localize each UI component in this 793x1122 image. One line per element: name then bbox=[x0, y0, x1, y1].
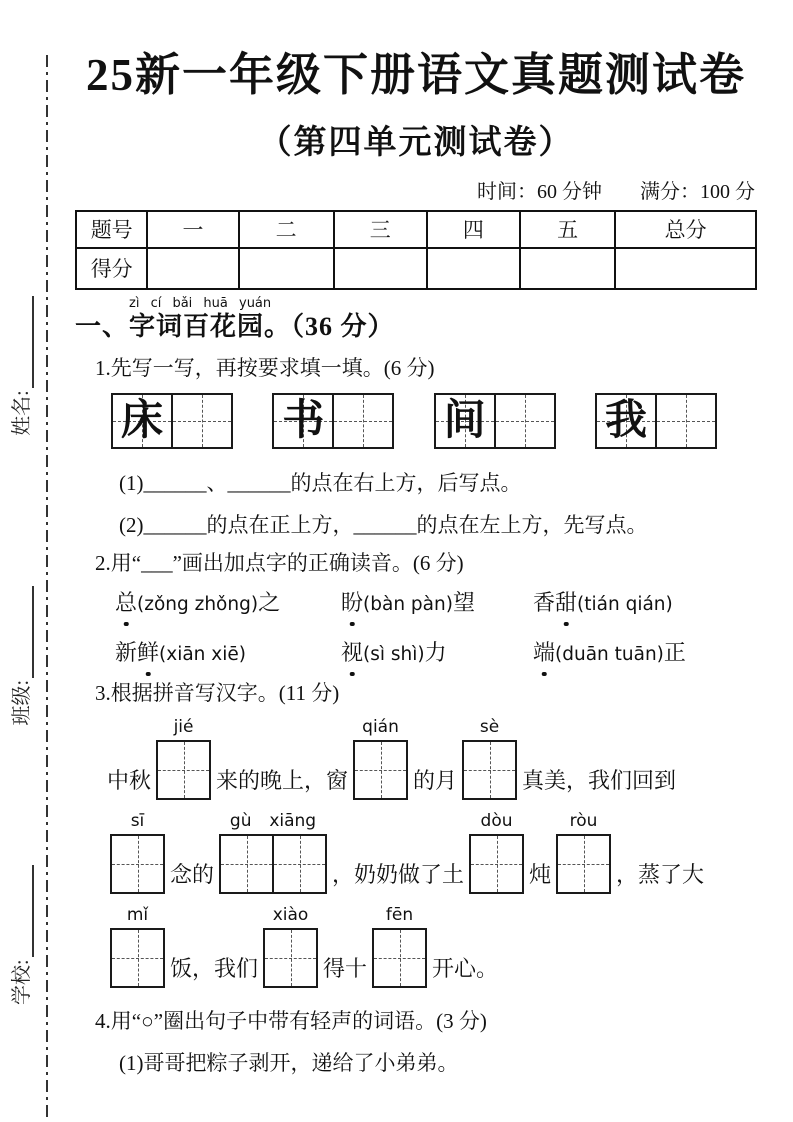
grid-char-cell bbox=[436, 395, 494, 447]
pinyin-hint: fēn bbox=[385, 904, 414, 925]
table-header-cell: 五 bbox=[520, 211, 615, 248]
dotted-char: 端 bbox=[533, 636, 555, 667]
answer-box[interactable] bbox=[110, 834, 165, 894]
pinyin-hint: sī bbox=[130, 810, 145, 831]
answer-slot bbox=[353, 716, 408, 800]
dotted-char: 鲜 bbox=[137, 636, 159, 667]
char: 之 bbox=[258, 590, 281, 616]
seal-line bbox=[46, 55, 48, 1122]
sentence-text: 来的晚上，窗 bbox=[216, 767, 349, 793]
q1-fill-1: (1)______、______的点在右上方，后写点。 bbox=[119, 471, 522, 496]
table-header-cell: 二 bbox=[239, 211, 334, 248]
answer-slot bbox=[110, 904, 165, 988]
pinyin-hint-pair bbox=[221, 810, 325, 834]
sentence-text: 炖 bbox=[529, 861, 552, 887]
answer-slot bbox=[263, 904, 318, 988]
char: 力 bbox=[424, 640, 447, 666]
table-header-cell: 三 bbox=[334, 211, 427, 248]
pinyin-hint: jié bbox=[173, 716, 194, 737]
name-field-student bbox=[5, 296, 34, 436]
model-char: 间 bbox=[443, 398, 486, 445]
pinyin-options: (tián qián) bbox=[577, 594, 673, 616]
q2-item bbox=[115, 636, 341, 667]
answer-slot bbox=[372, 904, 427, 988]
char: 正 bbox=[663, 640, 686, 666]
answer-box[interactable] bbox=[156, 740, 211, 800]
pinyin-options: (sì shì) bbox=[363, 644, 425, 666]
char: 望 bbox=[452, 590, 475, 616]
writing-grid bbox=[111, 393, 233, 449]
answer-slot bbox=[156, 716, 211, 800]
writing-grid bbox=[272, 393, 394, 449]
q3-line-3 bbox=[75, 904, 757, 988]
table-header-cell: 四 bbox=[427, 211, 520, 248]
pinyin-hint: mǐ bbox=[126, 904, 149, 925]
grid-blank-cell[interactable] bbox=[655, 395, 715, 447]
answer-box[interactable] bbox=[556, 834, 611, 894]
answer-slot bbox=[219, 810, 327, 894]
grid-blank-cell[interactable] bbox=[494, 395, 554, 447]
pinyin-hint: sè bbox=[479, 716, 500, 737]
model-char: 书 bbox=[282, 398, 325, 445]
sentence-text: ，蒸了大 bbox=[616, 861, 705, 887]
q1-writing-grids bbox=[111, 393, 717, 449]
char: 香 bbox=[533, 590, 556, 616]
q1-fill-2: (2)______的点在正上方，______的点在左上方，先写点。 bbox=[119, 512, 648, 537]
school-blank[interactable] bbox=[12, 865, 34, 957]
section1-pinyin: zì cí bǎi huā yuán bbox=[129, 295, 272, 311]
dotted-char: 盼 bbox=[341, 586, 363, 617]
score-row-label: 得分 bbox=[76, 248, 147, 289]
sentence-text: 的月 bbox=[413, 767, 458, 793]
sentence-text: ，奶奶做了土 bbox=[332, 861, 465, 887]
table-header-cell: 总分 bbox=[615, 211, 756, 248]
sentence-text: 开心。 bbox=[432, 955, 499, 981]
pinyin-options: (bàn pàn) bbox=[363, 594, 453, 616]
pinyin-hint: xiāng bbox=[269, 810, 317, 831]
name-field-class bbox=[5, 586, 34, 726]
writing-grid bbox=[434, 393, 556, 449]
main-content bbox=[75, 0, 757, 1077]
pinyin-options: (duān tuān) bbox=[555, 644, 664, 666]
student-name-blank[interactable] bbox=[12, 296, 34, 388]
sentence-text: 得十 bbox=[323, 955, 368, 981]
answer-box[interactable] bbox=[263, 928, 318, 988]
answer-slot bbox=[462, 716, 517, 800]
q2-item bbox=[115, 586, 341, 617]
answer-slot bbox=[556, 810, 611, 894]
model-char: 我 bbox=[604, 398, 647, 445]
side-name-strip bbox=[2, 40, 34, 1050]
answer-box[interactable] bbox=[110, 928, 165, 988]
sentence-text: 真美，我们回到 bbox=[522, 767, 677, 793]
pinyin-hint: qián bbox=[362, 716, 399, 737]
q3-line-1 bbox=[75, 716, 757, 800]
answer-box[interactable] bbox=[353, 740, 408, 800]
page-subtitle: （第四单元测试卷） bbox=[258, 124, 574, 161]
q2-item bbox=[341, 636, 533, 667]
q2-item bbox=[341, 586, 533, 617]
score-cell[interactable] bbox=[239, 248, 334, 289]
pinyin-options: (zǒng zhǒng) bbox=[137, 594, 259, 616]
writing-grid bbox=[595, 393, 717, 449]
char: 新 bbox=[115, 640, 138, 666]
page-title: 25新一年级下册语文真题测试卷 bbox=[85, 50, 746, 100]
score-table bbox=[75, 210, 757, 290]
q2-item bbox=[533, 586, 757, 617]
table-header-cell: 题号 bbox=[76, 211, 147, 248]
exam-time: 时间：60 分钟 bbox=[477, 180, 602, 203]
answer-box[interactable] bbox=[469, 834, 524, 894]
model-char: 床 bbox=[120, 398, 163, 445]
exam-full-score: 满分：100 分 bbox=[640, 180, 755, 203]
q1-label: 1.先写一写，再按要求填一填。(6 分) bbox=[95, 355, 435, 380]
sentence-text: 念的 bbox=[170, 861, 215, 887]
score-cell[interactable] bbox=[427, 248, 520, 289]
pinyin-hint: xiào bbox=[272, 904, 309, 925]
score-cell[interactable] bbox=[520, 248, 615, 289]
pinyin-hint: ròu bbox=[569, 810, 598, 831]
dotted-char: 视 bbox=[341, 636, 363, 667]
answer-slot bbox=[469, 810, 524, 894]
table-header-cell: 一 bbox=[147, 211, 238, 248]
grid-blank-cell[interactable] bbox=[171, 395, 231, 447]
dotted-char: 甜 bbox=[555, 586, 577, 617]
sentence-text: 饭，我们 bbox=[170, 955, 259, 981]
school-label: 学校: bbox=[11, 959, 33, 1005]
dotted-char: 总 bbox=[115, 586, 137, 617]
q2-item bbox=[533, 636, 757, 667]
student-name-label: 姓名: bbox=[11, 390, 33, 436]
answer-box-double[interactable] bbox=[219, 834, 327, 894]
grid-char-cell bbox=[113, 395, 171, 447]
answer-slot bbox=[110, 810, 165, 894]
q2-label: 2.用“___”画出加点字的正确读音。(6 分) bbox=[95, 550, 464, 575]
answer-box[interactable] bbox=[372, 928, 427, 988]
q3-line-2 bbox=[75, 810, 757, 894]
grid-blank-cell[interactable] bbox=[332, 395, 392, 447]
q3-label: 3.根据拼音写汉字。(11 分) bbox=[95, 681, 340, 706]
answer-box[interactable] bbox=[462, 740, 517, 800]
pinyin-hint: gù bbox=[229, 810, 252, 831]
q2-options bbox=[75, 586, 757, 667]
q4-label: 4.用“○”圈出句子中带有轻声的词语。(3 分) bbox=[95, 1008, 487, 1033]
section1-title: 一、字词百花园。（36 分） bbox=[75, 311, 395, 341]
exam-info bbox=[75, 175, 757, 204]
score-cell[interactable] bbox=[147, 248, 238, 289]
pinyin-options: (xiān xiē) bbox=[159, 644, 246, 666]
class-label: 班级: bbox=[11, 679, 33, 726]
score-cell[interactable] bbox=[334, 248, 427, 289]
q4-item-1: (1)哥哥把粽子剥开，递给了小弟弟。 bbox=[119, 1050, 459, 1075]
class-blank[interactable] bbox=[12, 586, 34, 678]
score-cell[interactable] bbox=[615, 248, 756, 289]
grid-char-cell bbox=[274, 395, 332, 447]
grid-char-cell bbox=[597, 395, 655, 447]
pinyin-hint: dòu bbox=[480, 810, 513, 831]
name-field-school bbox=[5, 865, 34, 1005]
sentence-text: 中秋 bbox=[107, 767, 152, 793]
